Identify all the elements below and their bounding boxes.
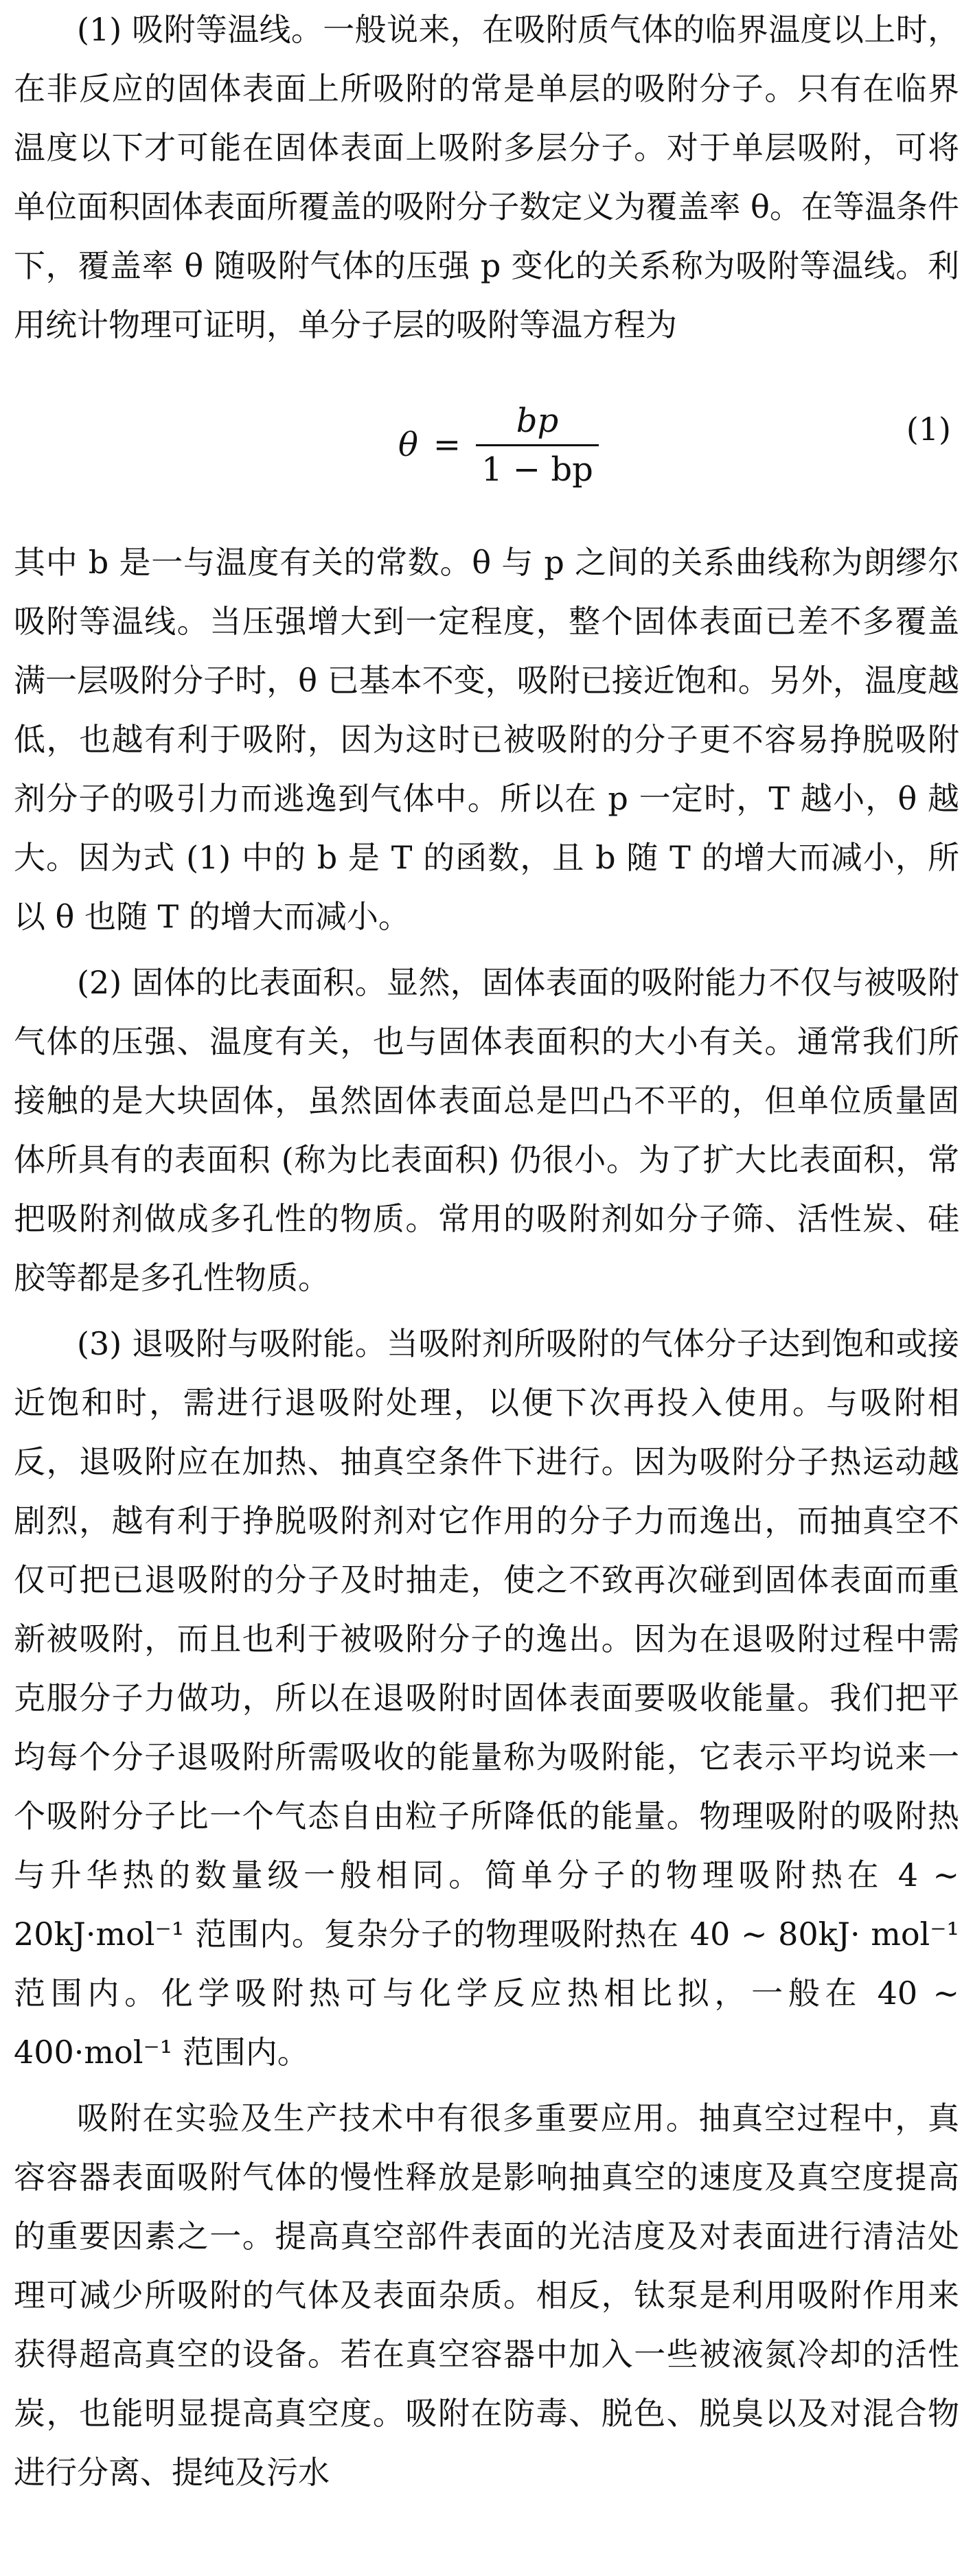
equation-numerator: bp — [516, 401, 559, 440]
equation-lhs: θ — [398, 426, 418, 464]
paragraph-specific-surface-area: (2) 固体的比表面积。显然，固体表面的吸附能力不仅与被吸附气体的压强、温度有关，也与固体表面积的大小有关。通常我们所接触的是大块固体，虽然固体表面总是凹凸不平的，但单位质量固体所具有的表面积 (称为比表面积) 仍很小。为了扩大比表面积，常把吸附剂做成多孔性的物质。常用的吸附剂如分子筛、活性炭、硅胶等都是多孔性物质。 — [14, 964, 959, 1296]
paragraph-langmuir-explanation: 其中 b 是一与温度有关的常数。θ 与 p 之间的关系曲线称为朗缪尔吸附等温线。当压强增大到一定程度，整个固体表面已差不多覆盖满一层吸附分子时，θ 已基本不变，吸附已接近饱和。另外，温度越低，也越有利于吸附，因为这时已被吸附的分子更不容易挣脱吸附剂分子的吸引力而逃逸到气体中。所以在 p 一定时，T 越小，θ 越大。因为式 (1) 中的 b 是 T 的函数，且 b 随 T 的增大而减小，所以 θ 也随 T 的增大而减小。 — [14, 544, 959, 935]
paragraph-gap — [14, 2082, 959, 2089]
paragraph-gap — [14, 946, 959, 953]
equation-fraction — [476, 402, 599, 489]
langmuir-equation — [398, 376, 599, 514]
paragraph-gap — [14, 1307, 959, 1314]
document-page — [14, 0, 959, 2502]
paragraph-adsorption-isotherm: (1) 吸附等温线。一般说来，在吸附质气体的临界温度以上时，在非反应的固体表面上所吸附的常是单层的吸附分子。只有在临界温度以下才可能在固体表面上吸附多层分子。对于单层吸附，可将单位面积固体表面所覆盖的吸附分子数定义为覆盖率 θ。在等温条件下，覆盖率 θ 随吸附气体的压强 p 变化的关系称为吸附等温线。利用统计物理可证明，单分子层的吸附等温方程为 — [14, 11, 959, 343]
paragraph-desorption-energy: (3) 退吸附与吸附能。当吸附剂所吸附的气体分子达到饱和或接近饱和时，需进行退吸附处理，以便下次再投入使用。与吸附相反，退吸附应在加热、抽真空条件下进行。因为吸附分子热运动越剧烈，越有利于挣脱吸附剂对它作用的分子力而逸出，而抽真空不仅可把已退吸附的分子及时抽走，使之不致再次碰到固体表面而重新被吸附，而且也利于被吸附分子的逸出。因为在退吸附过程中需克服分子力做功，所以在退吸附时固体表面要吸收能量。我们把平均每个分子退吸附所需吸收的能量称为吸附能，它表示平均说来一个吸附分子比一个气态自由粒子所降低的能量。物理吸附的吸附热与升华热的数量级一般相同。简单分子的物理吸附热在 4 ∼ 20kJ·mol⁻¹ 范围内。复杂分子的物理吸附热在 40 ∼ 80kJ· mol⁻¹ 范围内。化学吸附热可与化学反应热相比拟，一般在 40 ∼ 400·mol⁻¹ 范围内。 — [14, 1325, 959, 2071]
equation-block — [14, 363, 959, 533]
equation-denominator: 1 − bp — [481, 450, 593, 489]
paragraph-applications: 吸附在实验及生产技术中有很多重要应用。抽真空过程中，真容容器表面吸附气体的慢性释放是影响抽真空的速度及真空度提高的重要因素之一。提高真空部件表面的光洁度及对表面进行清洁处理可减少所吸附的气体及表面杂质。相反，钛泵是利用吸附作用来获得超高真空的设备。若在真空容器中加入一些被液氮冷却的活性炭，也能明显提高真空度。吸附在防毒、脱色、脱臭以及对混合物进行分离、提纯及污水 — [14, 2100, 959, 2491]
equation-equals: = — [433, 426, 461, 464]
equation-number: (1) — [906, 411, 951, 448]
